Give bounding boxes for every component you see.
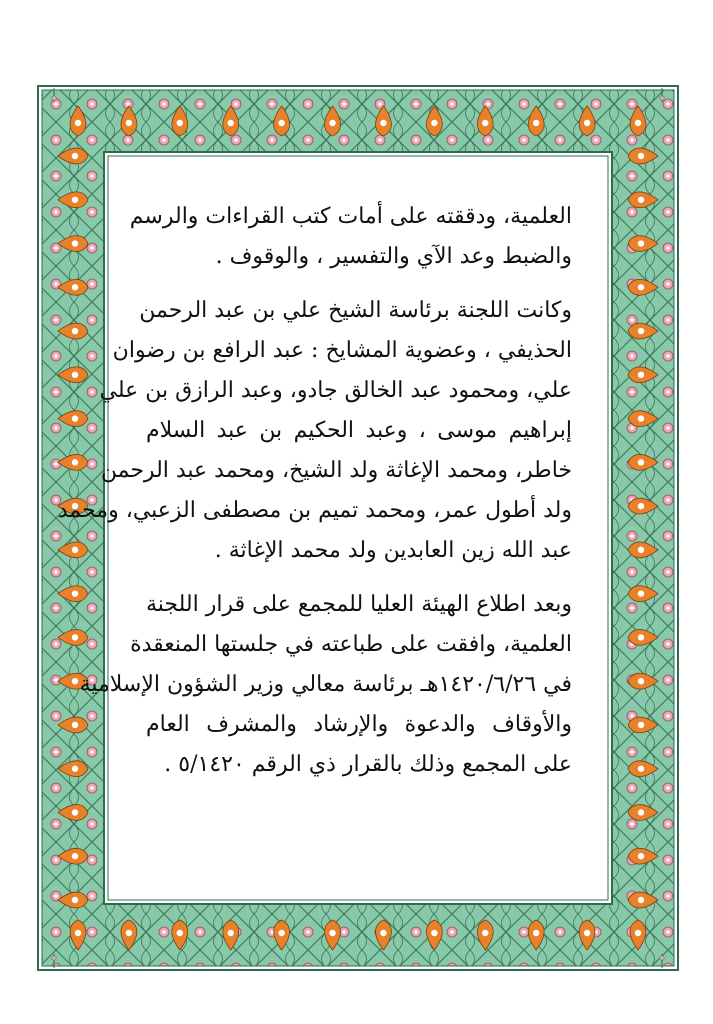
arabic-text-body: [57, 197, 572, 785]
text-line: والأوقاف والدعوة والإرشاد والمشرف العام: [146, 712, 572, 737]
text-line: العلمية، وافقت على طباعته في جلستها المنعقدة: [130, 632, 572, 657]
text-line: ولد أطول عمر، ومحمد تميم بن مصطفى الزعبي، ومحمد: [57, 498, 572, 523]
text-line: الحذيفي ، وعضوية المشايخ : عبد الرافع بن رضوان: [112, 338, 572, 363]
text-line: في ١٤٢٠/٦/٢٦هـ برئاسة معالي وزير الشؤون الإسلامية: [79, 672, 572, 697]
text-line: العلمية، ودققته على أمات كتب القراءات والرسم: [129, 204, 572, 229]
text-line: على المجمع وذلك بالقرار ذي الرقم ٥/١٤٢٠ .: [164, 752, 572, 777]
text-line: علي، ومحمود عبد الخالق جادو، وعبد الرازق بن علي: [99, 378, 572, 403]
text-line: إبراهيم موسى ، وعبد الحكيم بن عبد السلام: [146, 418, 572, 443]
text-line: وكانت اللجنة برئاسة الشيخ علي بن عبد الرحمن: [139, 298, 572, 323]
text-line: وبعد اطلاع الهيئة العليا للمجمع على قرار اللجنة: [145, 592, 572, 617]
text-panel: [57, 157, 606, 899]
text-line: عبد الله زين العابدين ولد محمد الإغاثة .: [214, 538, 572, 563]
text-line: خاطر، ومحمد الإغاثة ولد الشيخ، ومحمد عبد الرحمن: [100, 458, 572, 483]
text-line: والضبط وعد الآي والتفسير ، والوقوف .: [215, 244, 572, 269]
